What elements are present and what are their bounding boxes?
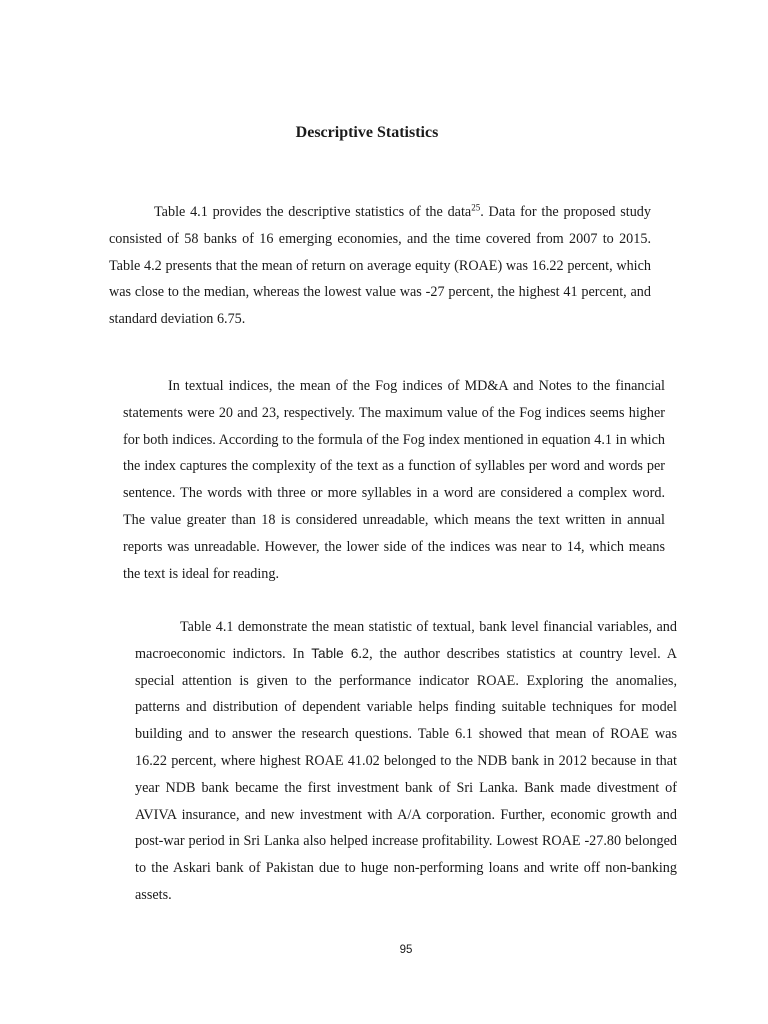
paragraph-3-text-end: .2, the author describes statistics at country level. A special attention is given to the performance indicator ROAE. Exploring the anomalies, patterns and distribution of dependent variable helps finding suitable techniques for model building and to answer the research questions. Table 6.1 showed that mean of ROAE was 16.22 percent, where highest ROAE 41.02 belonged to the NDB bank in 2012 because in that year NDB bank became the first investment bank of Sri Lanka. Bank made divestment of AVIVA insurance, and new investment with A/A corporation. Further, economic growth and post-war period in Sri Lanka also helped increase profitability. Lowest ROAE -27.80 belonged to the Askari bank of Pakistan due to huge non-performing loans and write off non-banking assets. — [135, 645, 677, 903]
footnote-marker: 25 — [471, 202, 481, 213]
table-reference: Table 6 — [311, 645, 359, 661]
paragraph-descriptive-summary — [109, 199, 651, 333]
page-title: Descriptive Statistics — [295, 124, 439, 141]
paragraph-textual-indices: In textual indices, the mean of the Fog indices of MD&A and Notes to the financial statements were 20 and 23, respectively. The maximum value of the Fog indices seems higher for both indices. According to the formula of the Fog index mentioned in equation 4.1 in which the index captures the complexity of the text as a function of syllables per word and words per sentence. The words with three or more syllables in a word are considered a complex word. The value greater than 18 is considered unreadable, which means the text written in annual reports was unreadable. However, the lower side of the indices was near to 14, which means the text is ideal for reading. — [123, 378, 665, 582]
paragraph-1-text-start: Table 4.1 provides the descriptive statistics of the data — [154, 204, 472, 220]
page-number: 95 — [399, 944, 413, 956]
paragraph-1-text-end: . Data for the proposed study consisted of 58 banks of 16 emerging economies, and the time covered from 2007 to 2015. Table 4.2 presents that the mean of return on average equity (ROAE) was 16.22 percent, which was close to the median, whereas the lowest value was -27 percent, the highest 41 percent, and standard deviation 6.75. — [109, 204, 651, 328]
paragraph-mean-statistics — [135, 614, 677, 909]
paragraph-3-text-start: Table 4.1 demonstrate the mean statistic of textual, bank level financial variables, and macroeconomic indictors. In — [135, 619, 677, 662]
